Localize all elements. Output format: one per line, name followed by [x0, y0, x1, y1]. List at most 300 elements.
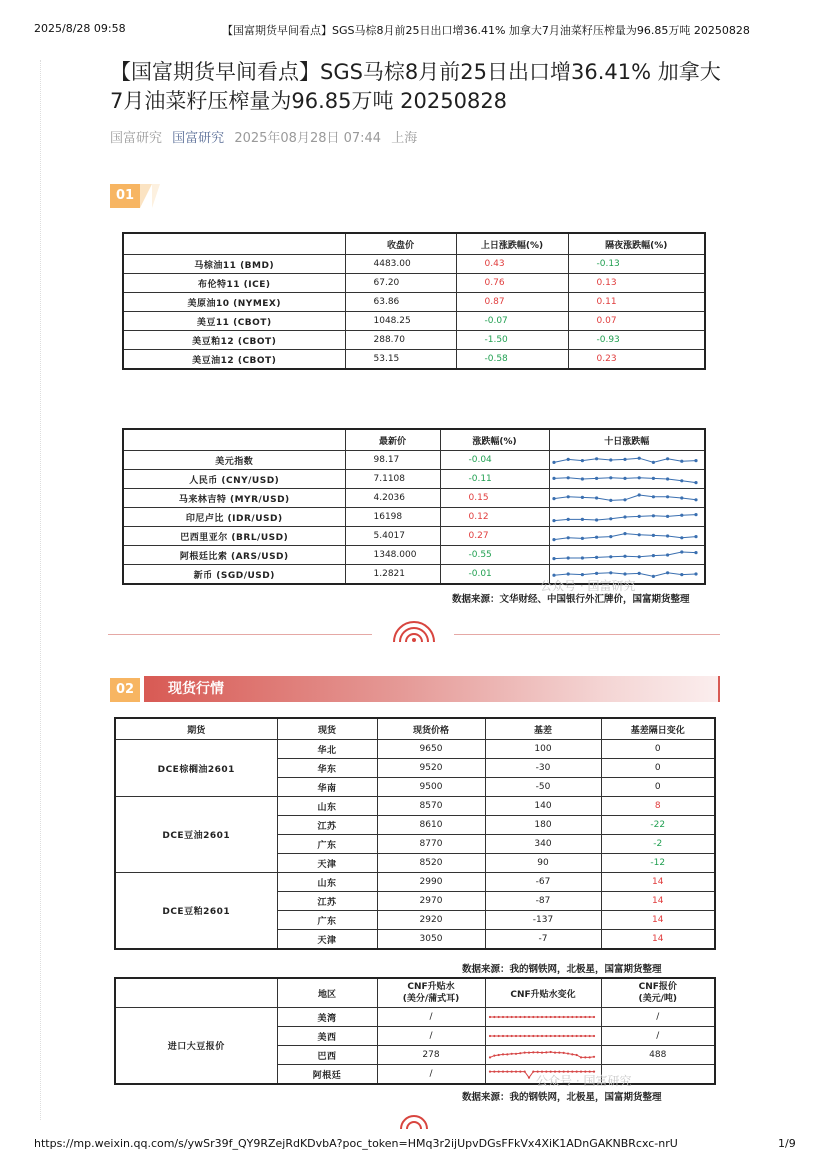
sparkline-point	[527, 1052, 529, 1054]
sparkline-point	[694, 551, 697, 554]
sparkline-point	[497, 1016, 499, 1018]
import-col-quote: CNF报价 (美元/吨)	[601, 978, 715, 1008]
basis-value: 180	[485, 816, 601, 835]
sparkline-point	[566, 572, 569, 575]
spot-region: 天津	[277, 930, 377, 950]
spot-price: 2990	[377, 873, 485, 892]
sparkline-point	[540, 1035, 542, 1037]
sparkline-point	[637, 533, 640, 536]
table-row	[123, 508, 705, 527]
sparkline-point	[532, 1016, 534, 1018]
sparkline-point	[536, 1016, 538, 1018]
percent-change: 0.27	[440, 527, 549, 546]
sparkline-point	[637, 493, 640, 496]
table-row	[115, 797, 715, 816]
sparkline-point	[566, 476, 569, 479]
sparkline-point	[566, 1035, 568, 1037]
sparkline-chart	[550, 547, 700, 563]
sparkline-point	[540, 1016, 542, 1018]
import-col-region: 地区	[277, 978, 377, 1008]
sparkline-point	[506, 1071, 508, 1073]
sparkline-point	[523, 1035, 525, 1037]
sparkline-point	[580, 518, 583, 521]
table-row	[115, 873, 715, 892]
table-row	[123, 527, 705, 546]
sparkline-point	[666, 534, 669, 537]
sparkline-point	[595, 536, 598, 539]
sparkline-point	[523, 1071, 525, 1073]
sparkline-point	[694, 513, 697, 516]
table-row	[123, 489, 705, 508]
spot-col-future: 期货	[115, 718, 277, 740]
import-col-spark: CNF升贴水变化	[485, 978, 601, 1008]
print-url[interactable]: https://mp.weixin.qq.com/s/ywSr39f_QY9RZejRdKDvbA?poc_token=HMq3r2ijUpvDGsFFkVx4XiK1ADnGAKNBRcxc-nrU	[34, 1137, 678, 1150]
sparkline-point	[651, 575, 654, 578]
spot-region: 华东	[277, 759, 377, 778]
sparkline-point	[580, 477, 583, 480]
sparkline-point	[580, 459, 583, 462]
sparkline-point	[558, 1016, 560, 1018]
futures-table-header	[123, 233, 705, 255]
sparkline-point	[609, 499, 612, 502]
spot-col-change: 基差隔日变化	[601, 718, 715, 740]
basis-value: -30	[485, 759, 601, 778]
section-title-spot: 现货行情	[168, 681, 224, 697]
sparkline-point	[519, 1071, 521, 1073]
fx-col-spark: 十日涨跌幅	[549, 429, 705, 451]
sparkline-point	[549, 1051, 551, 1053]
spot-price: 8570	[377, 797, 485, 816]
import-table	[114, 977, 716, 1085]
spot-price: 3050	[377, 930, 485, 950]
sparkline-point	[609, 517, 612, 520]
sparkline-point	[609, 535, 612, 538]
percent-change: -0.01	[440, 565, 549, 585]
sparkline-chart	[486, 1009, 598, 1025]
sparkline-point	[523, 1016, 525, 1018]
spot-table-header	[115, 718, 715, 740]
import-group-label: 进口大豆报价	[115, 1008, 277, 1085]
sparkline-point	[519, 1035, 521, 1037]
spot-region: 华北	[277, 740, 377, 759]
latest-price: 4.2036	[345, 489, 440, 508]
sparkline-point	[506, 1016, 508, 1018]
basis-value: 140	[485, 797, 601, 816]
sparkline-point	[580, 556, 583, 559]
ten-day-trend	[549, 451, 705, 470]
ten-day-trend	[549, 527, 705, 546]
spot-region: 广东	[277, 911, 377, 930]
instrument-name: 马棕油11 (BMD)	[123, 255, 345, 274]
sparkline-point	[623, 555, 626, 558]
spot-table	[114, 717, 716, 950]
cnf-premium: /	[377, 1008, 485, 1027]
prev-change: 0.43	[456, 255, 568, 274]
sparkline-point	[553, 1035, 555, 1037]
sparkline-point	[666, 553, 669, 556]
sparkline-point	[497, 1035, 499, 1037]
latest-price: 1.2821	[345, 565, 440, 585]
section-badge-tail	[140, 184, 152, 208]
import-table-header	[115, 978, 715, 1008]
sparkline-point	[566, 1052, 568, 1054]
sparkline-point	[666, 457, 669, 460]
sparkline-point	[566, 556, 569, 559]
sparkline-point	[680, 550, 683, 553]
basis-value: 90	[485, 854, 601, 873]
latest-price: 7.1108	[345, 470, 440, 489]
print-page-number: 1/9	[778, 1137, 796, 1150]
instrument-name: 美豆油12 (CBOT)	[123, 350, 345, 370]
print-datetime: 2025/8/28 09:58	[34, 22, 126, 35]
prev-change: -0.58	[456, 350, 568, 370]
sparkline-point	[666, 495, 669, 498]
sparkline-point	[514, 1016, 516, 1018]
cnf-premium-trend	[485, 1027, 601, 1046]
margin-guide	[40, 60, 41, 1120]
instrument-name: 美豆11 (CBOT)	[123, 312, 345, 331]
basis-change: -22	[601, 816, 715, 835]
instrument-name: 美原油10 (NYMEX)	[123, 293, 345, 312]
basis-value: -137	[485, 911, 601, 930]
sparkline-point	[562, 1052, 564, 1054]
table-row	[123, 331, 705, 350]
sparkline-point	[510, 1071, 512, 1073]
ten-day-trend	[549, 489, 705, 508]
basis-change: 14	[601, 911, 715, 930]
sparkline-point	[694, 459, 697, 462]
sparkline-point	[592, 1056, 594, 1058]
sparkline-point	[566, 518, 569, 521]
sparkline-point	[637, 457, 640, 460]
spot-price: 8520	[377, 854, 485, 873]
close-price: 63.86	[345, 293, 456, 312]
bottom-ornament-icon	[398, 1114, 430, 1130]
cnf-premium: 278	[377, 1046, 485, 1065]
sparkline-point	[694, 572, 697, 575]
sparkline-point	[637, 555, 640, 558]
basis-value: 340	[485, 835, 601, 854]
sparkline-point	[584, 1035, 586, 1037]
sparkline-point	[488, 1016, 490, 1018]
sparkline-point	[488, 1071, 490, 1073]
sparkline-point	[595, 556, 598, 559]
sparkline-point	[552, 477, 555, 480]
sparkline-point	[580, 573, 583, 576]
sparkline-point	[514, 1071, 516, 1073]
sparkline-point	[584, 1056, 586, 1058]
table-row	[123, 255, 705, 274]
prev-change: -1.50	[456, 331, 568, 350]
sparkline-point	[694, 498, 697, 501]
import-source: 数据来源：我的钢铁网，北极星，国富期货整理	[462, 1092, 662, 1103]
prev-change: 0.76	[456, 274, 568, 293]
sparkline-chart	[550, 452, 700, 468]
watermark-2: 公众号 · 国富研究	[536, 1074, 632, 1088]
sparkline-point	[651, 495, 654, 498]
sparkline-point	[552, 538, 555, 541]
sparkline-point	[595, 457, 598, 460]
prev-change: -0.07	[456, 312, 568, 331]
sparkline-point	[584, 1016, 586, 1018]
sparkline-point	[680, 573, 683, 576]
futures-col-prev: 上日涨跌幅(%)	[456, 233, 568, 255]
sparkline-point	[501, 1053, 503, 1055]
sparkline-point	[580, 537, 583, 540]
sparkline-point	[609, 555, 612, 558]
sparkline-point	[510, 1035, 512, 1037]
sparkline-point	[651, 534, 654, 537]
cnf-premium: /	[377, 1027, 485, 1046]
sparkline-point	[497, 1054, 499, 1056]
sparkline-point	[536, 1051, 538, 1053]
sparkline-point	[545, 1051, 547, 1053]
sparkline-point	[493, 1016, 495, 1018]
sparkline-point	[532, 1035, 534, 1037]
sparkline-point	[558, 1052, 560, 1054]
table-row	[123, 470, 705, 489]
sparkline-point	[651, 477, 654, 480]
close-price: 67.20	[345, 274, 456, 293]
cnf-premium-trend	[485, 1046, 601, 1065]
sparkline-point	[519, 1016, 521, 1018]
sparkline-point	[553, 1016, 555, 1018]
spot-region: 江苏	[277, 892, 377, 911]
future-contract: DCE豆粕2601	[115, 873, 277, 950]
sparkline-point	[651, 514, 654, 517]
sparkline-point	[623, 498, 626, 501]
spot-price: 9650	[377, 740, 485, 759]
sparkline-point	[637, 515, 640, 518]
table-row	[115, 1008, 715, 1027]
latest-price: 1348.000	[345, 546, 440, 565]
basis-change: 0	[601, 740, 715, 759]
sparkline-point	[609, 476, 612, 479]
sparkline-point	[623, 515, 626, 518]
percent-change: 0.12	[440, 508, 549, 527]
sparkline-point	[493, 1071, 495, 1073]
sparkline-point	[651, 554, 654, 557]
overnight-change: -0.93	[568, 331, 705, 350]
section-badge-01: 01	[110, 184, 140, 208]
table-row	[123, 293, 705, 312]
table-row	[115, 740, 715, 759]
author: 国富研究	[110, 131, 163, 146]
sparkline-point	[536, 1035, 538, 1037]
sparkline-point	[514, 1053, 516, 1055]
account-link[interactable]: 国富研究	[172, 131, 225, 146]
currency-name: 巴西里亚尔 (BRL/USD)	[123, 527, 345, 546]
divider-left	[108, 634, 372, 635]
sparkline-point	[694, 535, 697, 538]
sparkline-point	[592, 1016, 594, 1018]
sparkline-point	[575, 1035, 577, 1037]
ten-day-trend	[549, 508, 705, 527]
spot-price: 8770	[377, 835, 485, 854]
sparkline-point	[680, 496, 683, 499]
sparkline-point	[488, 1056, 490, 1058]
currency-name: 新币 (SGD/USD)	[123, 565, 345, 585]
ornament-icon	[388, 620, 440, 644]
article-meta	[110, 127, 417, 146]
sparkline-point	[609, 458, 612, 461]
sparkline-point	[552, 497, 555, 500]
currency-name: 马来林吉特 (MYR/USD)	[123, 489, 345, 508]
sparkline-point	[510, 1016, 512, 1018]
sparkline-point	[595, 477, 598, 480]
future-contract: DCE棕榈油2601	[115, 740, 277, 797]
cnf-premium-trend	[485, 1008, 601, 1027]
spot-region: 广东	[277, 835, 377, 854]
sparkline-point	[580, 496, 583, 499]
basis-change: 14	[601, 873, 715, 892]
sparkline-point	[579, 1035, 581, 1037]
sparkline-point	[571, 1053, 573, 1055]
import-region: 阿根廷	[277, 1065, 377, 1085]
import-col-group	[115, 978, 277, 1008]
sparkline-point	[552, 557, 555, 560]
spot-col-region: 现货	[277, 718, 377, 740]
fx-col-price: 最新价	[345, 429, 440, 451]
currency-name: 阿根廷比索 (ARS/USD)	[123, 546, 345, 565]
sparkline-point	[595, 496, 598, 499]
overnight-change: 0.13	[568, 274, 705, 293]
sparkline-point	[549, 1016, 551, 1018]
sparkline-point	[523, 1052, 525, 1054]
sparkline-point	[566, 495, 569, 498]
currency-name: 美元指数	[123, 451, 345, 470]
sparkline-point	[680, 479, 683, 482]
percent-change: -0.55	[440, 546, 549, 565]
spot-col-basis: 基差	[485, 718, 601, 740]
currency-name: 印尼卢比 (IDR/USD)	[123, 508, 345, 527]
sparkline-point	[623, 532, 626, 535]
sparkline-point	[566, 536, 569, 539]
sparkline-point	[562, 1035, 564, 1037]
cnf-quote: /	[601, 1008, 715, 1027]
sparkline-point	[493, 1035, 495, 1037]
sparkline-point	[623, 572, 626, 575]
sparkline-point	[506, 1053, 508, 1055]
latest-price: 5.4017	[345, 527, 440, 546]
basis-change: 14	[601, 892, 715, 911]
sparkline-point	[588, 1016, 590, 1018]
prev-change: 0.87	[456, 293, 568, 312]
basis-change: 8	[601, 797, 715, 816]
import-region: 美湾	[277, 1008, 377, 1027]
sparkline-chart	[550, 528, 700, 544]
futures-col-close: 收盘价	[345, 233, 456, 255]
sparkline-point	[571, 1016, 573, 1018]
sparkline-point	[680, 514, 683, 517]
sparkline-point	[549, 1035, 551, 1037]
close-price: 4483.00	[345, 255, 456, 274]
ten-day-trend	[549, 546, 705, 565]
sparkline-point	[552, 461, 555, 464]
fx-col-name	[123, 429, 345, 451]
section-badge-tail-2	[152, 184, 160, 208]
basis-change: 0	[601, 759, 715, 778]
basis-value: 100	[485, 740, 601, 759]
sparkline-point	[623, 458, 626, 461]
currency-name: 人民币 (CNY/USD)	[123, 470, 345, 489]
percent-change: 0.15	[440, 489, 549, 508]
instrument-name: 布伦特11 (ICE)	[123, 274, 345, 293]
sparkline-point	[497, 1071, 499, 1073]
fx-source: 数据来源：文华财经、中国银行外汇牌价，国富期货整理	[452, 594, 690, 605]
sparkline-point	[588, 1035, 590, 1037]
spot-region: 天津	[277, 854, 377, 873]
sparkline-point	[579, 1016, 581, 1018]
sparkline-point	[501, 1071, 503, 1073]
basis-value: -7	[485, 930, 601, 950]
sparkline-chart	[486, 1047, 598, 1063]
sparkline-chart	[486, 1028, 598, 1044]
sparkline-point	[666, 515, 669, 518]
overnight-change: 0.23	[568, 350, 705, 370]
import-region: 巴西	[277, 1046, 377, 1065]
sparkline-point	[562, 1016, 564, 1018]
spot-region: 山东	[277, 873, 377, 892]
fx-col-chg: 涨跌幅(%)	[440, 429, 549, 451]
sparkline-point	[637, 476, 640, 479]
ten-day-trend	[549, 470, 705, 489]
latest-price: 98.17	[345, 451, 440, 470]
basis-value: -50	[485, 778, 601, 797]
sparkline-point	[571, 1035, 573, 1037]
table-row	[123, 451, 705, 470]
watermark-1: 公众号 · 国富研究	[540, 579, 636, 593]
overnight-change: 0.07	[568, 312, 705, 331]
sparkline-point	[493, 1055, 495, 1057]
close-price: 288.70	[345, 331, 456, 350]
sparkline-point	[680, 536, 683, 539]
sparkline-point	[637, 572, 640, 575]
spot-region: 华南	[277, 778, 377, 797]
print-page-title: 【国富期货早间看点】SGS马棕8月前25日出口增36.41% 加拿大7月油菜籽压榨量为96.85万吨 20250828	[222, 24, 750, 37]
sparkline-point	[666, 477, 669, 480]
divider-right	[454, 634, 720, 635]
sparkline-chart	[550, 471, 700, 487]
spot-price: 9500	[377, 778, 485, 797]
futures-col-name	[123, 233, 345, 255]
futures-table	[122, 232, 706, 370]
sparkline-point	[623, 477, 626, 480]
percent-change: -0.04	[440, 451, 549, 470]
cnf-premium: /	[377, 1065, 485, 1085]
spot-region: 江苏	[277, 816, 377, 835]
sparkline-point	[519, 1052, 521, 1054]
sparkline-point	[510, 1053, 512, 1055]
overnight-change: 0.11	[568, 293, 705, 312]
futures-col-overnight: 隔夜涨跌幅(%)	[568, 233, 705, 255]
sparkline-point	[680, 460, 683, 463]
sparkline-point	[592, 1035, 594, 1037]
sparkline-point	[595, 518, 598, 521]
table-row	[123, 312, 705, 331]
sparkline-point	[579, 1056, 581, 1058]
close-price: 53.15	[345, 350, 456, 370]
sparkline-point	[666, 571, 669, 574]
spot-source: 数据来源：我的钢铁网，北极星，国富期货整理	[462, 964, 662, 975]
fx-table	[122, 428, 706, 585]
spot-price: 2970	[377, 892, 485, 911]
instrument-name: 美豆粕12 (CBOT)	[123, 331, 345, 350]
sparkline-point	[588, 1056, 590, 1058]
import-col-premium: CNF升贴水 (美分/蒲式耳)	[377, 978, 485, 1008]
sparkline-point	[501, 1035, 503, 1037]
basis-value: -67	[485, 873, 601, 892]
